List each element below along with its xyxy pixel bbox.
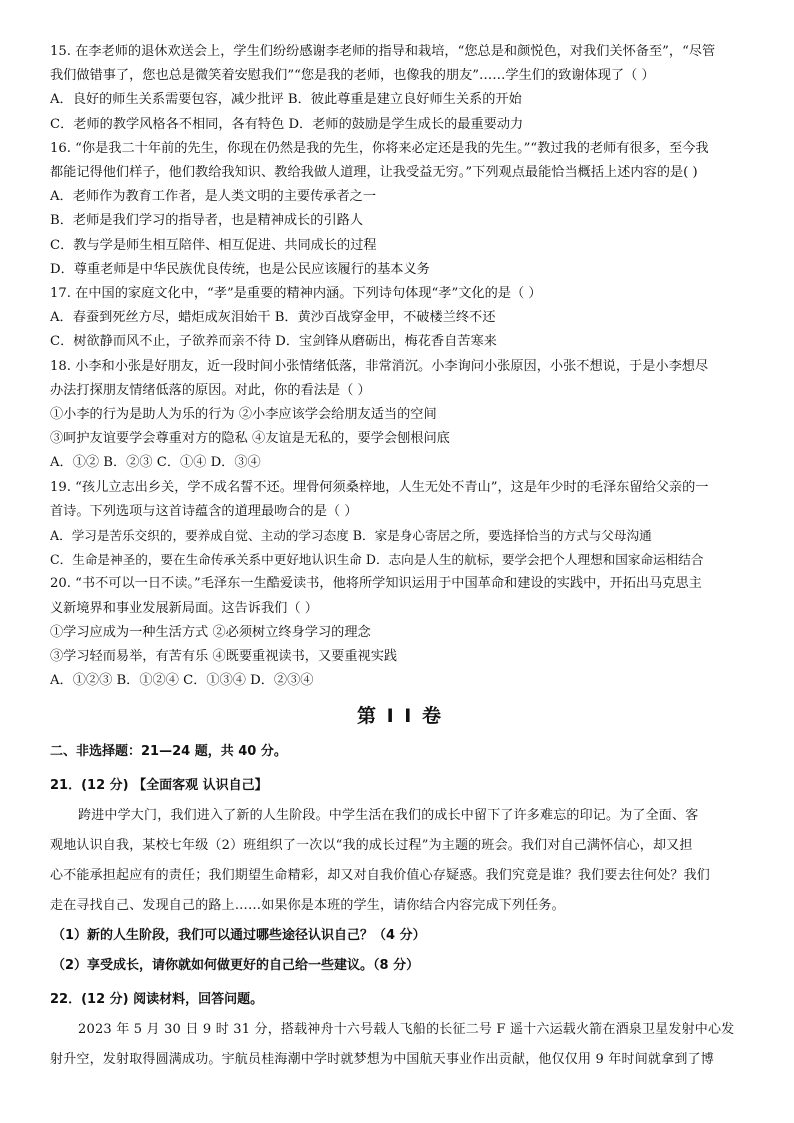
section-header: 二、非选择题：21—24 题，共 40 分。 <box>50 744 287 760</box>
q15-options-cd: C．老师的教学风格各不相同，各有特色 D．老师的鼓励是学生成长的最重要动力 <box>50 116 524 132</box>
q18-statements-12: ①小李的行为是助人为乐的行为 ②小李应该学会给朋友适当的空间 <box>50 407 437 423</box>
q21-subquestion-2: （2）享受成长，请你就如何做更好的自己给一些建议。（8 分） <box>52 958 420 974</box>
q16-option-b: B．老师是我们学习的指导者，也是精神成长的引路人 <box>50 213 364 229</box>
q21-paragraph-line3: 心不能承担起应有的责任；我们期望生命精彩，却又对自我价值心存疑惑。我们究竟是谁？我们要去往何处？我们 <box>50 868 711 884</box>
q20-stem-line1: 20. “书不可以一日不读。”毛泽东一生酷爱读书，他将所学知识运用于中国革命和建设的实践中，开拓出马克思主 <box>50 576 702 592</box>
q16-stem-line2: 都能记得他们样子，他们教给我知识、教给我做人道理，让我受益无穷。”下列观点最能恰当概括上述内容的是( ) <box>50 165 698 181</box>
q16-option-d: D．尊重老师是中华民族优良传统，也是公民应该履行的基本义务 <box>50 261 430 277</box>
q19-options-ab: A．学习是苦乐交织的，要养成自觉、主动的学习态度 B．家是身心寄居之所，要选择恰当的方式与父母沟通 <box>50 528 652 544</box>
q19-options-cd: C．生命是神圣的，要在生命传承关系中更好地认识生命 D．志向是人生的航标，要学会把个人理想和国家命运相结合 <box>50 552 704 568</box>
q18-stem-line2: 办法打探朋友情绪低落的原因。对此，你的看法是（ ） <box>50 382 371 398</box>
q21-paragraph-line1: 跨进中学大门，我们进入了新的人生阶段。中学生活在我们的成长中留下了许多难忘的印记。为了全面、客 <box>78 808 699 824</box>
q15-stem-line1: 15. 在李老师的退休欢送会上，学生们纷纷感谢李老师的指导和栽培，“您总是和颜悦色，对我们关怀备至”，“尽管 <box>50 44 716 59</box>
section-title: 第 I I 卷 <box>357 705 443 728</box>
q21-paragraph-line2: 观地认识自我，某校七年级（2）班组织了一次以“我的成长过程”为主题的班会。我们对自己满怀信心，却又担 <box>50 838 693 854</box>
q17-options-ab: A．春蚕到死丝方尽，蜡炬成灰泪始干 B．黄沙百战穿金甲，不破楼兰终不还 <box>50 310 496 326</box>
q16-option-c: C．教与学是师生相互陪伴、相互促进、共同成长的过程 <box>50 237 377 253</box>
q22-paragraph-line1: 2023 年 5 月 30 日 9 时 31 分，搭载神舟十六号载人飞船的长征二号 F 遥十六运载火箭在酒泉卫星发射中心发 <box>78 1022 735 1038</box>
q18-statements-34: ③呵护友谊要学会尊重对方的隐私 ④友谊是无私的，要学会刨根问底 <box>50 431 450 447</box>
q19-stem-line2: 首诗。下列选项与这首诗蕴含的道理最吻合的是（ ） <box>50 503 358 519</box>
q21-paragraph-line4: 走在寻找自己、发现自己的路上……如果你是本班的学生，请你结合内容完成下列任务。 <box>50 898 565 914</box>
q17-stem: 17. 在中国的家庭文化中，“孝”是重要的精神内涵。下列诗句体现“孝”文化的是（ ） <box>50 286 542 302</box>
q16-stem-line1: 16. “你是我二十年前的先生，你现在仍然是我的先生，你将来必定还是我的先生。”“教过我的老师有很多，至今我 <box>50 140 709 156</box>
q18-stem-line1: 18. 小李和小张是好朋友，近一段时间小张情绪低落，非常消沉。小李询问小张原因，小张不想说，于是小李想尽 <box>50 358 709 374</box>
q22-paragraph-line2: 射升空，发射取得圆满成功。宇航员桂海潮中学时就梦想为中国航天事业作出贡献，他仅仅用 9 年时间就拿到了博 <box>50 1052 714 1068</box>
q21-subquestion-1: （1）新的人生阶段，我们可以通过哪些途径认识自己？（4 分） <box>52 928 426 944</box>
q15-stem-line2: 我们做错事了，您也总是微笑着安慰我们”“您是我的老师，也像我的朋友”……学生们的致谢体现了（ ） <box>50 68 655 84</box>
q20-statements-34: ③学习轻而易举，有苦有乐 ④既要重视读书，又要重视实践 <box>50 649 398 665</box>
q18-options: A．①② B．②③ C．①④ D．③④ <box>50 455 261 471</box>
q20-stem-line2: 义新境界和事业发展新局面。这告诉我们（ ） <box>50 600 318 616</box>
q19-stem-line1: 19. “孩儿立志出乡关，学不成名誓不还。埋骨何须桑梓地，人生无处不青山”，这是年少时的毛泽东留给父亲的一 <box>50 479 709 495</box>
q20-options: A．①②③ B．①②④ C．①③④ D．②③④ <box>50 673 314 689</box>
q17-options-cd: C．树欲静而风不止，子欲养而亲不待 D．宝剑锋从磨砺出，梅花香自苦寒来 <box>50 334 497 350</box>
q22-title: 22．(12 分) 阅读材料，回答问题。 <box>50 992 264 1008</box>
q20-statements-12: ①学习应成为一种生活方式 ②必须树立终身学习的理念 <box>50 624 371 640</box>
q21-title: 21．(12 分) 【全面客观 认识自己】 <box>50 778 268 794</box>
q15-options-ab: A．良好的师生关系需要包容，减少批评 B．彼此尊重是建立良好师生关系的开始 <box>50 92 522 108</box>
q16-option-a: A．老师作为教育工作者，是人类文明的主要传承者之一 <box>50 189 377 205</box>
